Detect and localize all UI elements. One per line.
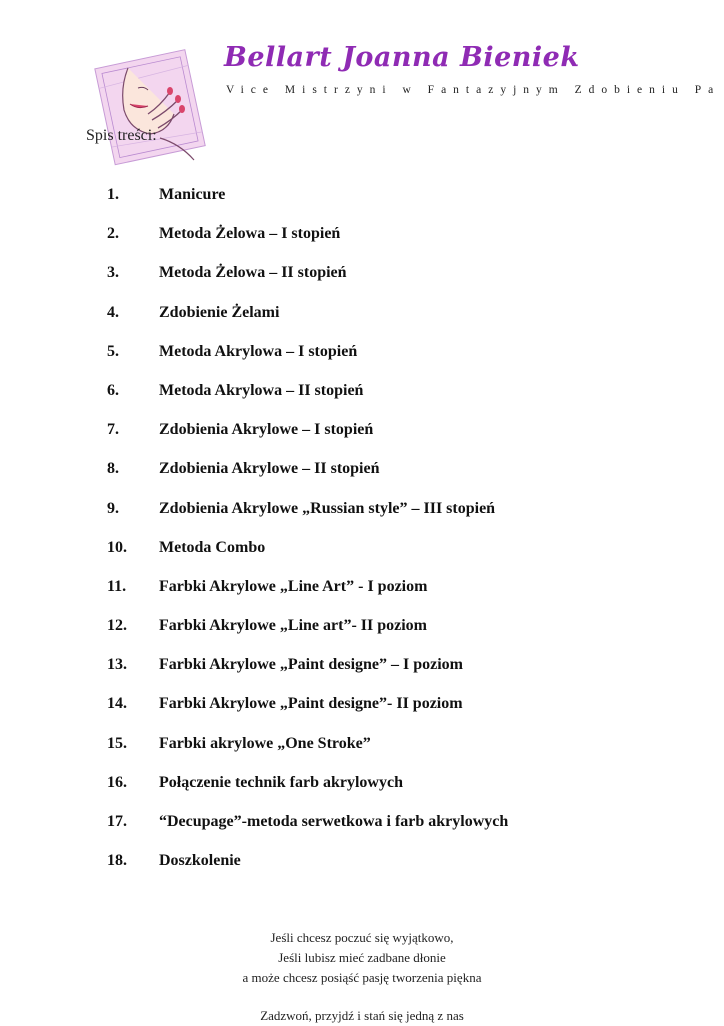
- toc-item: [0, 264, 724, 303]
- toc-item: [0, 304, 724, 343]
- toc-item-label: Zdobienia Akrylowe – II stopień: [159, 460, 380, 478]
- toc-item-number: 13.: [107, 656, 127, 674]
- toc-item-number: 14.: [107, 695, 127, 713]
- footer-invitation: [0, 928, 724, 1026]
- toc-item-number: 15.: [107, 734, 127, 752]
- nail-art-woman-logo-icon: [90, 48, 212, 166]
- toc-item-number: 6.: [107, 381, 119, 399]
- toc-item-number: 7.: [107, 421, 119, 439]
- brand-name: Bellart Joanna Bieniek: [224, 42, 580, 73]
- toc-item-number: 5.: [107, 342, 119, 360]
- toc-item-label: Farbki Akrylowe „Line Art” - I poziom: [159, 577, 428, 595]
- toc-item-number: 4.: [107, 303, 119, 321]
- toc-item: [0, 774, 724, 813]
- toc-item: [0, 578, 724, 617]
- toc-item-number: 2.: [107, 225, 119, 243]
- toc-item-label: Farbki Akrylowe „Line art”- II poziom: [159, 617, 427, 635]
- toc-item-label: Doszkolenie: [159, 852, 241, 870]
- toc-item-label: “Decupage”-metoda serwetkowa i farb akrylowych: [159, 813, 509, 830]
- toc-item-number: 18.: [107, 852, 127, 870]
- toc-item-label: Metoda Combo: [159, 538, 266, 556]
- table-of-contents: [0, 186, 724, 891]
- toc-item: [0, 813, 724, 852]
- footer-line: a może chcesz posiąść pasję tworzenia piękna: [242, 970, 482, 985]
- footer-line: Jeśli chcesz poczuć się wyjątkowo,: [270, 930, 454, 945]
- toc-item: [0, 695, 724, 734]
- toc-item-label: Metoda Akrylowa – II stopień: [159, 381, 364, 399]
- toc-item-number: 9.: [107, 499, 119, 517]
- footer-closing: Zadzwoń, przyjdź i stań się jedną z nas: [260, 1008, 464, 1023]
- toc-item: [0, 852, 724, 891]
- toc-item-number: 10.: [107, 538, 127, 556]
- toc-item-number: 17.: [107, 813, 127, 830]
- toc-item-label: Manicure: [159, 186, 226, 203]
- brand-tagline: Vice Mistrzyni w Fantazyjnym Zdobieniu Pa: [226, 84, 721, 96]
- toc-item: [0, 460, 724, 499]
- toc-item-label: Metoda Akrylowa – I stopień: [159, 342, 358, 360]
- toc-item-label: Metoda Żelowa – I stopień: [159, 225, 341, 243]
- toc-item-label: Farbki Akrylowe „Paint designe” – I poziom: [159, 656, 464, 674]
- toc-item: [0, 500, 724, 539]
- toc-item-label: Połączenie technik farb akrylowych: [159, 773, 403, 791]
- toc-item-number: 1.: [107, 186, 119, 203]
- footer-line: Jeśli lubisz mieć zadbane dłonie: [278, 950, 446, 965]
- toc-item: [0, 735, 724, 774]
- toc-title: Spis treści:: [86, 127, 157, 144]
- toc-item: [0, 343, 724, 382]
- toc-item: [0, 539, 724, 578]
- toc-item-label: Farbki akrylowe „One Stroke”: [159, 734, 371, 752]
- toc-item-number: 12.: [107, 617, 127, 635]
- toc-item-label: Zdobienia Akrylowe – I stopień: [159, 421, 374, 439]
- toc-item-number: 11.: [107, 577, 127, 595]
- toc-item-label: Farbki Akrylowe „Paint designe”- II poziom: [159, 695, 463, 713]
- toc-item-label: Zdobienia Akrylowe „Russian style” – III stopień: [159, 499, 496, 517]
- toc-item: [0, 656, 724, 695]
- toc-item: [0, 186, 724, 225]
- toc-item: [0, 225, 724, 264]
- toc-item: [0, 617, 724, 656]
- toc-item-number: 16.: [107, 773, 127, 791]
- toc-item-label: Metoda Żelowa – II stopień: [159, 264, 347, 282]
- toc-item: [0, 421, 724, 460]
- toc-item: [0, 382, 724, 421]
- toc-item-number: 8.: [107, 460, 119, 478]
- toc-item-number: 3.: [107, 264, 119, 282]
- toc-item-label: Zdobienie Żelami: [159, 303, 280, 321]
